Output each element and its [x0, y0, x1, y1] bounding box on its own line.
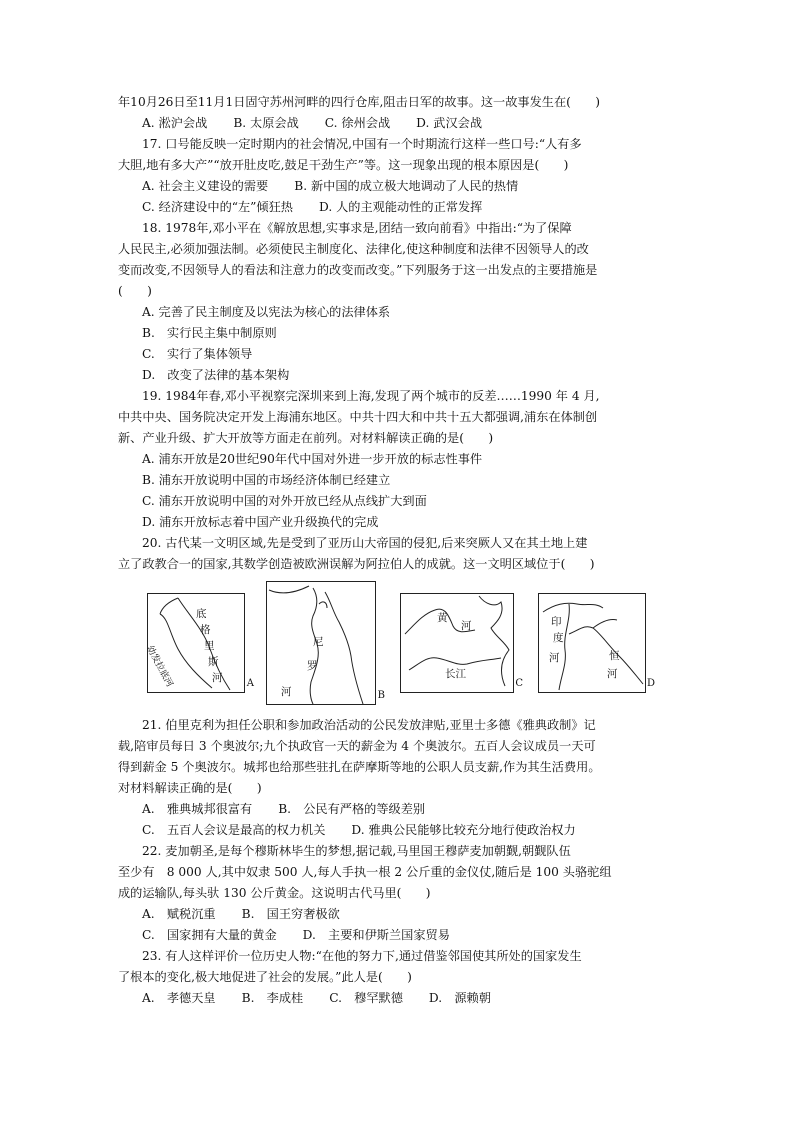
map-b[interactable] — [266, 581, 385, 705]
q17-option-d[interactable]: D. 人的主观能动性的正常发挥 — [318, 200, 483, 214]
q23-options — [118, 988, 678, 1009]
q20-stem-line1: 20. 古代某一文明区域,先是受到了亚历山大帝国的侵犯,后来突厥人又在其土地上建 — [142, 536, 588, 550]
q23-stem-line1: 23. 有人这样评价一位历史人物:“在他的努力下,通过借鉴邻国使其所处的国家发生 — [142, 949, 582, 963]
map-c-letter[interactable]: C — [515, 678, 523, 689]
map-a-label-3: 里 — [204, 640, 215, 652]
q21-options-row2 — [118, 820, 678, 841]
q20-stem-line2: 立了政教合一的国家,其数学创造被欧洲误解为阿拉伯人的成就。这一文明区域位于( ) — [118, 557, 595, 571]
q22-option-b[interactable]: B. 国王穷奢极欲 — [241, 907, 340, 921]
q16-stem: 年10月26日至11月1日固守苏州河畔的四行仓库,阻击日军的故事。这一故事发生在( ) — [118, 95, 601, 109]
map-b-label-1: 尼 — [313, 636, 324, 648]
map-c-label-1: 黄 — [437, 612, 448, 624]
map-a-letter[interactable]: A — [246, 678, 254, 689]
map-d-label-1: 印 — [551, 616, 562, 628]
map-a[interactable] — [144, 593, 254, 693]
map-d-label-5: 河 — [607, 668, 618, 680]
map-a-label-6: 幼发拉底河 — [144, 644, 175, 689]
map-b-label-3: 河 — [281, 686, 292, 698]
q17-option-b[interactable]: B. 新中国的成立极大地调动了人民的热情 — [294, 179, 519, 193]
q17-option-c[interactable]: C. 经济建设中的“左”倾狂热 — [142, 200, 293, 214]
q18-option-c[interactable]: C. 实行了集体领导 — [142, 347, 253, 361]
q18-stem-line2: 人民民主,必须加强法制。必须使民主制度化、法律化,使这种制度和法律不因领导人的改 — [118, 242, 589, 256]
map-d-label-4: 恒 — [609, 650, 620, 662]
q21-stem-line1: 21. 伯里克利为担任公职和参加政治活动的公民发放津贴,亚里士多德《雅典政制》记 — [142, 718, 596, 732]
q22-option-a[interactable]: A. 赋税沉重 — [142, 907, 216, 921]
map-a-label-5: 河 — [212, 672, 223, 684]
q19-option-c[interactable]: C. 浦东开放说明中国的对外开放已经从点线扩大到面 — [142, 494, 427, 508]
q17-options-row1 — [118, 176, 678, 197]
q17-stem-line2: 大胆,地有多大产”“放开肚皮吃,鼓足干劲生产”等。这一现象出现的根本原因是( ) — [118, 158, 569, 172]
q21-option-c[interactable]: C. 五百人会议是最高的权力机关 — [142, 823, 326, 837]
q21-stem-line3: 得到薪金 5 个奥波尔。城邦也给那些驻扎在萨摩斯等地的公职人员支薪,作为其生活费用。 — [118, 760, 601, 774]
q23-option-c[interactable]: C. 穆罕默德 — [329, 991, 403, 1005]
q18-option-d[interactable]: D. 改变了法律的基本架构 — [142, 368, 290, 382]
map-b-label-2: 罗 — [307, 660, 318, 672]
q22-stem-line2: 至少有 8 000 人,其中奴隶 500 人,每人手执一根 2 公斤重的金仪仗,随后是 100 头骆驼组 — [118, 865, 612, 879]
map-a-label-1: 底 — [196, 608, 207, 620]
q22-stem-line1: 22. 麦加朝圣,是每个穆斯林毕生的梦想,据记载,马里国王穆萨麦加朝觐,朝觐队伍 — [142, 844, 571, 858]
map-b-letter[interactable]: B — [377, 690, 385, 701]
map-c-label-2: 河 — [461, 620, 472, 632]
q22-option-c[interactable]: C. 国家拥有大量的黄金 — [142, 928, 277, 942]
map-d-label-2: 度 — [553, 632, 564, 644]
q21-stem-line4: 对材料解读正确的是( ) — [118, 781, 262, 795]
q16-option-c[interactable]: C. 徐州会战 — [324, 116, 391, 130]
map-a-label-4: 斯 — [208, 656, 219, 668]
q21-stem-line2: 载,陪审员每日 3 个奥波尔;九个执政官一天的薪金为 4 个奥波尔。五百人会议成员一天可 — [118, 739, 596, 753]
q23-option-a[interactable]: A. 孝德天皇 — [142, 991, 216, 1005]
q18-option-a[interactable]: A. 完善了民主制度及以宪法为核心的法律体系 — [142, 305, 391, 319]
q21-options-row1 — [118, 799, 678, 820]
q17-option-a[interactable]: A. 社会主义建设的需要 — [142, 179, 269, 193]
map-d-label-3: 河 — [549, 652, 560, 664]
q23-stem-line2: 了根本的变化,极大地促进了社会的发展。”此人是( ) — [118, 970, 412, 984]
q23-option-b[interactable]: B. 李成桂 — [241, 991, 304, 1005]
q21-option-d[interactable]: D. 雅典公民能够比较充分地行使政治权力 — [351, 823, 576, 837]
q19-option-b[interactable]: B. 浦东开放说明中国的市场经济体制已经建立 — [142, 473, 391, 487]
q18-stem-line1: 18. 1978年,邓小平在《解放思想,实事求是,团结一致向前看》中指出:“为了保障 — [142, 221, 572, 235]
q22-stem-line3: 成的运输队,每头驮 130 公斤黄金。这说明古代马里( ) — [118, 886, 431, 900]
q18-stem-line3: 变而改变,不因领导人的看法和注意力的改变而改变。”下列服务于这一出发点的主要措施是 — [118, 263, 598, 277]
q18-option-b[interactable]: B. 实行民主集中制原则 — [142, 326, 277, 340]
q19-option-a[interactable]: A. 浦东开放是20世纪90年代中国对外进一步开放的标志性事件 — [142, 452, 483, 466]
q16-option-d[interactable]: D. 武汉会战 — [416, 116, 483, 130]
map-d-letter[interactable]: D — [646, 678, 655, 689]
map-c[interactable] — [400, 593, 523, 693]
q19-option-d[interactable]: D. 浦东开放标志着中国产业升级换代的完成 — [142, 515, 379, 529]
q18-stem-line4: ( ) — [118, 284, 152, 298]
map-a-label-2: 格 — [200, 624, 211, 636]
q19-stem-line3: 新、产业升级、扩大开放等方面走在前列。对材料解读正确的是( ) — [118, 431, 494, 445]
q19-stem-line1: 19. 1984年春,邓小平视察完深圳来到上海,发现了两个城市的反差……1990 年 4 月, — [142, 389, 600, 403]
q21-option-b[interactable]: B. 公民有严格的等级差别 — [278, 802, 426, 816]
q22-option-d[interactable]: D. 主要和伊斯兰国家贸易 — [302, 928, 450, 942]
q16-option-a[interactable]: A. 淞沪会战 — [142, 116, 208, 130]
q19-stem-line2: 中共中央、国务院决定开发上海浦东地区。中共十四大和中共十五大都强调,浦东在体制创 — [118, 410, 598, 424]
q22-options-row2 — [118, 925, 678, 946]
q17-options-row2 — [118, 197, 678, 218]
map-d[interactable] — [538, 593, 655, 693]
exam-page — [118, 92, 678, 1009]
q17-stem-line1: 17. 口号能反映一定时期内的社会情况,中国有一个时期流行这样一些口号:“人有多 — [142, 137, 582, 151]
q21-option-a[interactable]: A. 雅典城邦很富有 — [142, 802, 253, 816]
q20-maps — [144, 581, 678, 707]
map-c-label-3: 长江 — [445, 668, 466, 680]
q23-option-d[interactable]: D. 源赖朝 — [428, 991, 491, 1005]
q16-options — [118, 113, 678, 134]
q16-option-b[interactable]: B. 太原会战 — [233, 116, 299, 130]
q22-options-row1 — [118, 904, 678, 925]
